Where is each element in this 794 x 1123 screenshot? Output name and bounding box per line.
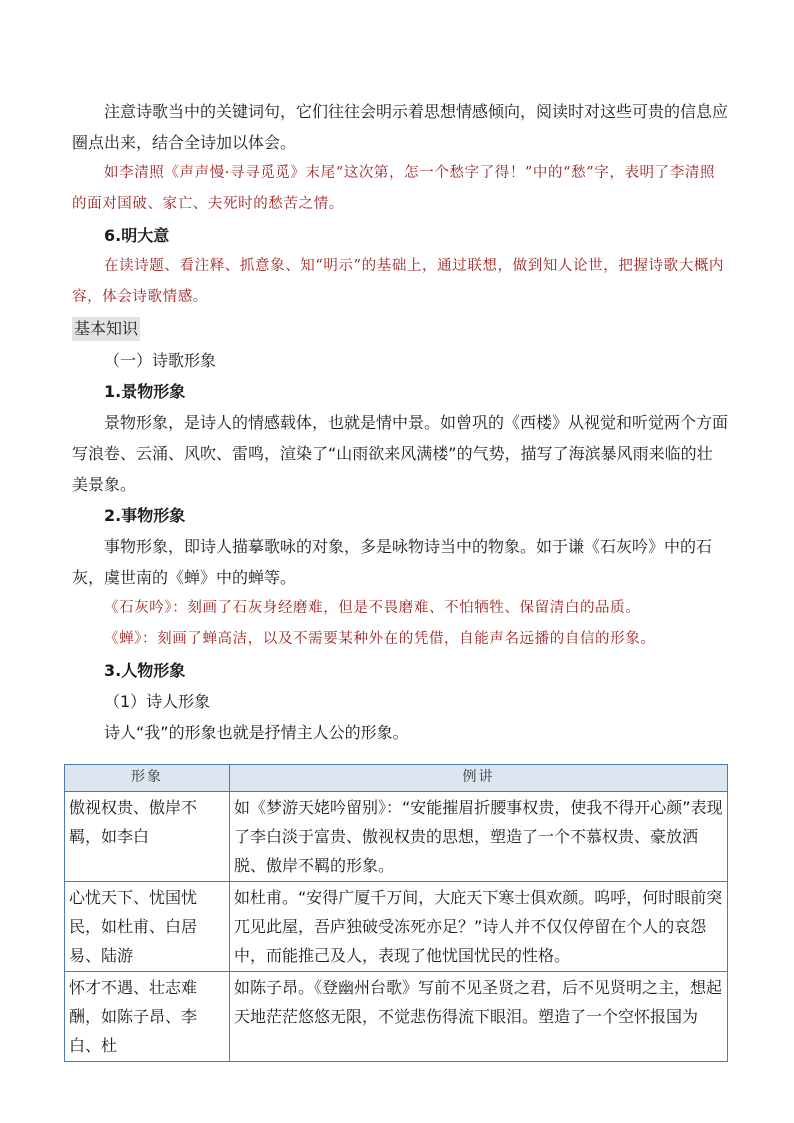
table-row bbox=[65, 882, 728, 972]
table-cell-image: 心忧天下、忧国忧民，如杜甫、白居易、陆游 bbox=[65, 882, 230, 972]
table-row bbox=[65, 972, 728, 1062]
document-body bbox=[72, 96, 728, 748]
example-chan: 《蝉》：刻画了蝉高洁，以及不需要某种外在的凭借，自能声名远播的自信的形象。 bbox=[104, 631, 656, 647]
table-cell-image: 傲视权贵、傲岸不羁，如李白 bbox=[65, 792, 230, 882]
section-6-title: 6.明大意 bbox=[104, 226, 170, 245]
subsection-object-title: 2.事物形象 bbox=[104, 506, 186, 525]
table-cell-example: 如杜甫。“安得广厦千万间，大庇天下寒士俱欢颜。呜呼，何时眼前突兀见此屋，吾庐独破受冻死亦足？”诗人并不仅仅停留在个人的哀怨中，而能推己及人，表现了他忧国忧民的性格。 bbox=[230, 882, 728, 972]
example-shihuiyin: 《石灰吟》：刻画了石灰身经磨难，但是不畏磨难、不怕牺牲、保留清白的品质。 bbox=[104, 600, 641, 616]
section-poetry-image-title: （一）诗歌形象 bbox=[104, 351, 217, 370]
poet-image-table bbox=[64, 764, 728, 1062]
subsection-poet-image-text: 诗人“我”的形象也就是抒情主人公的形象。 bbox=[104, 723, 409, 742]
subsection-scenery-title: 1.景物形象 bbox=[104, 382, 186, 401]
subsection-object-text: 事物形象，即诗人描摹歌咏的对象，多是咏物诗当中的物象。如于谦《石灰吟》中的石灰，虞世南的《蝉》中的蝉等。 bbox=[72, 537, 713, 587]
table-cell-image: 怀才不遇、壮志难酬，如陈子昂、李白、杜 bbox=[65, 972, 230, 1062]
subsection-character-title: 3.人物形象 bbox=[104, 661, 186, 680]
table-cell-example: 如《梦游天姥吟留别》：“安能摧眉折腰事权贵，使我不得开心颜”表现了李白淡于富贵、傲视权贵的思想，塑造了一个不慕权贵、豪放洒脱、傲岸不羁的形象。 bbox=[230, 792, 728, 882]
paragraph-keywords: 注意诗歌当中的关键词句，它们往往会明示着思想情感倾向，阅读时对这些可贵的信息应圈点出来，结合全诗加以体会。 bbox=[72, 102, 729, 152]
table-row bbox=[65, 792, 728, 882]
table-header-image: 形象 bbox=[65, 765, 230, 792]
table-header-row bbox=[65, 765, 728, 792]
subsection-poet-image-title: （1）诗人形象 bbox=[104, 692, 211, 711]
example-li-qingzhao: 如李清照《声声慢·寻寻觅觅》末尾“这次第，怎一个愁字了得！”中的“愁”字，表明了李清照的面对国破、家亡、夫死时的愁苦之情。 bbox=[72, 165, 716, 212]
subsection-scenery-text: 景物形象，是诗人的情感载体，也就是情中景。如曾巩的《西楼》从视觉和听觉两个方面写浪卷、云涌、风吹、雷鸣，渲染了“山雨欲来风满楼”的气势，描写了海滨暴风雨来临的壮美景象。 bbox=[72, 413, 729, 494]
section-6-text: 在读诗题、看注释、抓意象、知“明示”的基础上，通过联想，做到知人论世，把握诗歌大概内容，体会诗歌情感。 bbox=[72, 258, 725, 305]
table-cell-example: 如陈子昂。《登幽州台歌》写前不见圣贤之君，后不见贤明之主，想起天地茫茫悠悠无限，不觉悲伤得流下眼泪。塑造了一个空怀报国为 bbox=[230, 972, 728, 1062]
basic-knowledge-heading: 基本知识 bbox=[72, 317, 140, 341]
table-header-example: 例讲 bbox=[230, 765, 728, 792]
